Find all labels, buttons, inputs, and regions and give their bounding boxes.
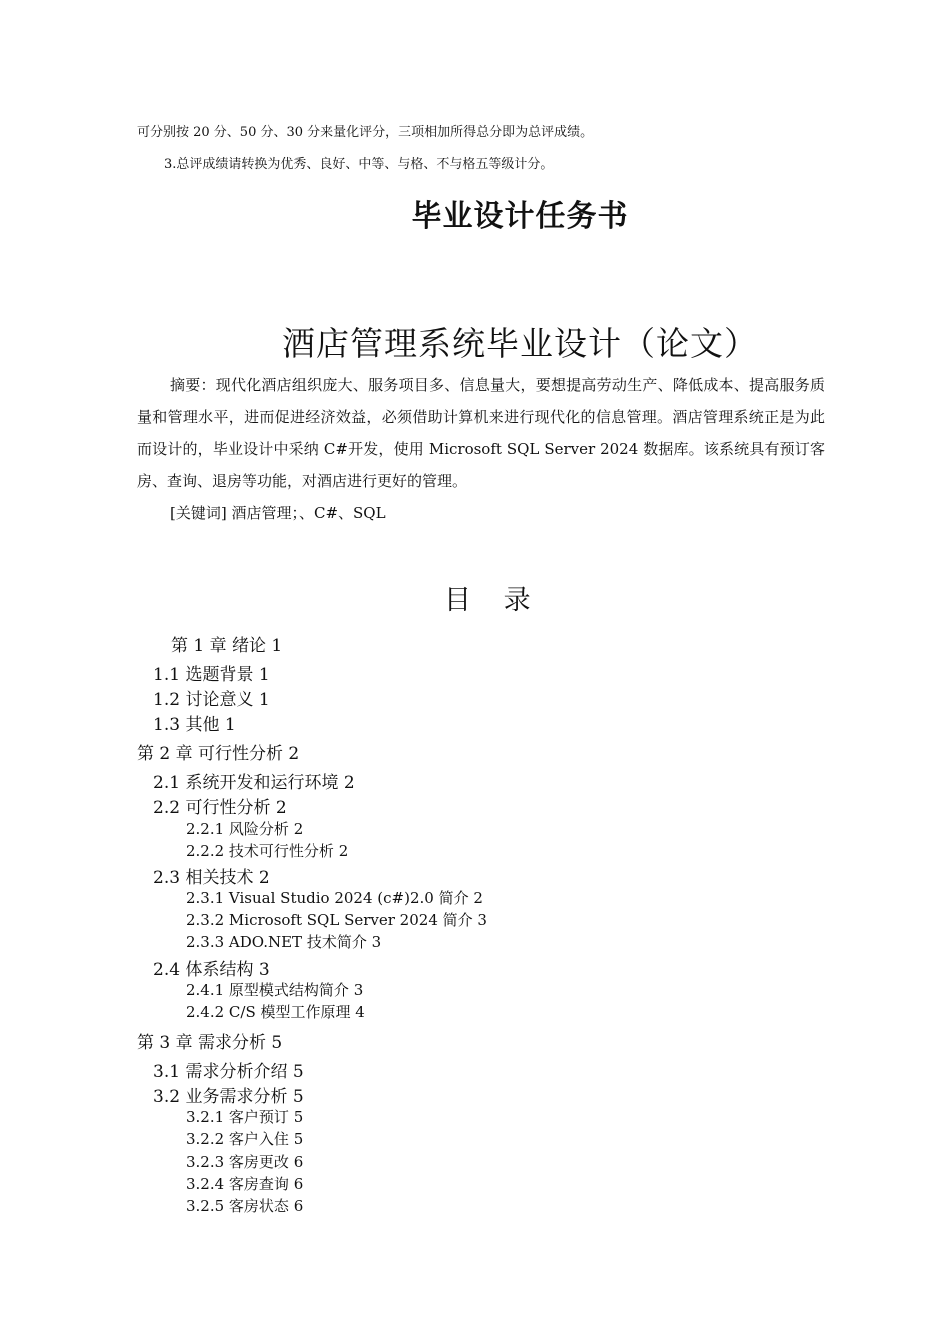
toc-entry-2-4[interactable]: 2.4 体系结构 3: [153, 960, 270, 980]
toc-title: 目 录: [444, 585, 543, 616]
abstract-text: 摘要：现代化酒店组织庞大、服务项目多、信息量大，要想提高劳动生产、降低成本、提高服务质量和管理水平，进而促进经济效益，必须借助计算机来进行现代化的信息管理。酒店管理系统正是为此而设计的，毕业设计中采纳 C#开发，使用 Microsoft SQL Server 2024 数据库。该系统具有预订客房、查询、退房等功能，对酒店进行更好的管理。: [137, 376, 825, 490]
toc-entry-1-3[interactable]: 1.3 其他 1: [153, 715, 236, 735]
toc-entry-2-4-1[interactable]: 2.4.1 原型模式结构简介 3: [186, 981, 364, 999]
toc-entry-2-2-1[interactable]: 2.2.1 风险分析 2: [186, 820, 304, 838]
abstract-block: [137, 369, 825, 529]
toc-entry-3-2-3[interactable]: 3.2.3 客房更改 6: [186, 1153, 304, 1171]
toc-entry-2-3[interactable]: 2.3 相关技术 2: [153, 868, 270, 888]
toc-entry-3-2-2[interactable]: 3.2.2 客户入住 5: [186, 1130, 304, 1148]
toc-entry-2-2[interactable]: 2.2 可行性分析 2: [153, 798, 287, 818]
top-text-line-1: 可分别按 20 分、50 分、30 分来量化评分，三项相加所得总分即为总评成绩。: [137, 125, 594, 140]
toc-entry-chapter-1[interactable]: 第 1 章 绪论 1: [171, 636, 283, 656]
toc-entry-2-3-2[interactable]: 2.3.2 Microsoft SQL Server 2024 简介 3: [186, 911, 487, 929]
toc-entry-2-2-2[interactable]: 2.2.2 技术可行性分析 2: [186, 842, 349, 860]
keywords-line: [关键词] 酒店管理；、C#、SQL: [170, 504, 386, 522]
toc-entry-2-3-3[interactable]: 2.3.3 ADO.NET 技术简介 3: [186, 933, 382, 951]
toc-entry-chapter-3[interactable]: 第 3 章 需求分析 5: [137, 1033, 283, 1053]
toc-entry-2-4-2[interactable]: 2.4.2 C/S 模型工作原理 4: [186, 1003, 365, 1021]
task-book-title: 毕业设计任务书: [411, 199, 629, 234]
toc-entry-3-2-5[interactable]: 3.2.5 客房状态 6: [186, 1197, 304, 1215]
toc-entry-2-1[interactable]: 2.1 系统开发和运行环境 2: [153, 773, 355, 793]
toc-entry-1-2[interactable]: 1.2 讨论意义 1: [153, 690, 270, 710]
toc-entry-3-1[interactable]: 3.1 需求分析介绍 5: [153, 1062, 304, 1082]
toc-entry-1-1[interactable]: 1.1 选题背景 1: [153, 665, 270, 685]
toc-entry-2-3-1[interactable]: 2.3.1 Visual Studio 2024 (c#)2.0 简介 2: [186, 889, 483, 907]
toc-entry-3-2[interactable]: 3.2 业务需求分析 5: [153, 1087, 304, 1107]
toc-entry-chapter-2[interactable]: 第 2 章 可行性分析 2: [137, 744, 300, 764]
toc-entry-3-2-4[interactable]: 3.2.4 客房查询 6: [186, 1175, 304, 1193]
toc-entry-3-2-1[interactable]: 3.2.1 客户预订 5: [186, 1108, 304, 1126]
top-text-line-2: 3.总评成绩请转换为优秀、良好、中等、与格、不与格五等级计分。: [164, 157, 554, 172]
thesis-title: 酒店管理系统毕业设计（论文）: [282, 324, 758, 363]
